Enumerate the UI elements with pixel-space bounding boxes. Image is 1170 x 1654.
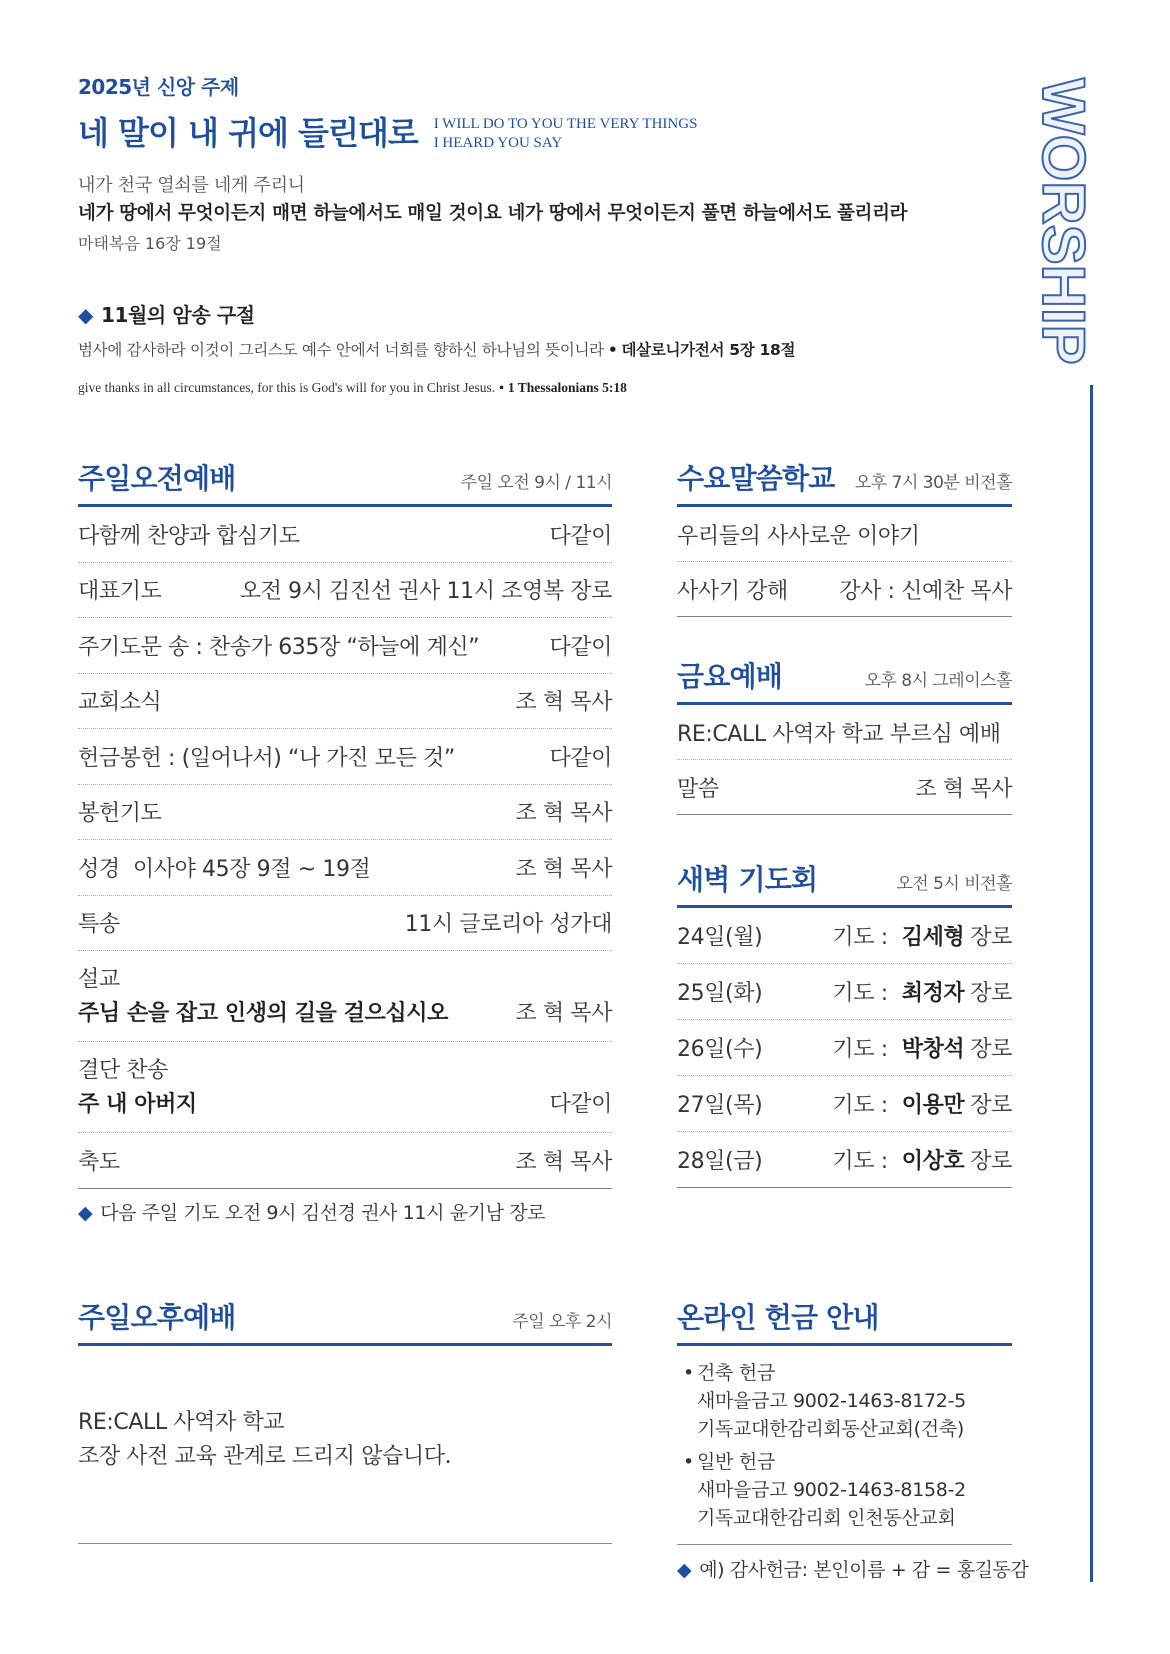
prayer-leader	[832, 1032, 1012, 1063]
order-item-label: 헌금봉헌 : (일어나서) “나 가진 모든 것”	[78, 745, 455, 771]
order-item-label: 주기도문 송 : 찬송가 635장 “하늘에 계신”	[78, 634, 480, 660]
order-row	[677, 760, 1012, 815]
friday-section	[677, 658, 1012, 815]
next-week-prayer-text: 다음 주일 기도 오전 9시 김선경 권사 11시 윤기남 장로	[100, 1202, 546, 1224]
theme-verse-reference: 마태복음 16장 19절	[78, 234, 222, 253]
order-item-label: 특송	[78, 912, 120, 938]
order-item-leader: 조 혁 목사	[915, 776, 1012, 802]
prayer-name: 김세형	[901, 925, 965, 950]
prayer-role: 장로	[970, 1093, 1012, 1118]
order-item-leader: 조 혁 목사	[515, 801, 612, 827]
memory-verse-korean	[78, 338, 795, 362]
prayer-role: 장로	[970, 1037, 1012, 1062]
bullet-dot-icon: •	[683, 1451, 694, 1473]
prayer-name: 이용만	[901, 1093, 965, 1118]
memory-verse-english-reference: 1 Thessalonians 5:18	[507, 380, 627, 395]
giving-account-bank: 새마을금고 9002-1463-8172-5	[697, 1390, 966, 1412]
wednesday-section	[677, 460, 1012, 617]
order-item-leader: 다같이	[549, 745, 612, 771]
order-row	[78, 896, 612, 952]
online-giving-list	[683, 1359, 966, 1537]
theme-english-line: I HEARD YOU SAY	[433, 135, 563, 151]
prayer-row	[677, 1020, 1012, 1076]
order-item-sub: 주님 손을 잡고 인생의 길을 걸으십시오	[78, 1001, 448, 1026]
online-giving-section	[677, 1299, 1012, 1346]
bullet-dot-icon: •	[683, 1362, 694, 1384]
prayer-label: 기도 :	[832, 1037, 888, 1062]
order-item-label: 성경 이사야 45장 9절 ~ 19절	[78, 856, 371, 882]
prayer-leader	[832, 1088, 1012, 1119]
giving-example-text: 예) 감사헌금: 본인이름 + 감 = 홍길동감	[699, 1559, 1029, 1581]
section-time: 오전 5시 비전홀	[896, 874, 1012, 894]
order-row	[78, 507, 612, 563]
theme-verse-main: 네가 땅에서 무엇이든지 매면 하늘에서도 매일 것이요 네가 땅에서 무엇이든지 풀면 하늘에서도 풀리리라	[78, 203, 908, 224]
section-header	[677, 1299, 1012, 1346]
order-item-label: RE:CALL 사역자 학교 부르심 예배	[677, 721, 1001, 747]
section-divider	[677, 1544, 1012, 1545]
theme-english	[434, 113, 698, 153]
order-item-label: 말씀	[677, 776, 719, 802]
prayer-day: 28일(금)	[677, 1149, 763, 1174]
prayer-day: 26일(수)	[677, 1037, 763, 1062]
order-row	[677, 507, 1012, 562]
order-item-leader: 조 혁 목사	[515, 1149, 612, 1175]
order-item-label: 대표기도	[78, 579, 162, 605]
prayer-name: 이상호	[901, 1149, 965, 1174]
prayer-leader	[832, 976, 1012, 1007]
next-week-prayer-note	[78, 1200, 545, 1226]
memory-verse-title: 11월의 암송 구절	[100, 303, 255, 327]
memory-verse-korean-reference: 데살로니가전서 5장 18절	[621, 341, 796, 359]
order-item-label: 봉헌기도	[78, 801, 162, 827]
section-time: 오후 8시 그레이스홀	[864, 671, 1012, 691]
order-item-leader: 조 혁 목사	[515, 1001, 612, 1026]
theme-verse-intro: 내가 천국 열쇠를 네게 주리니	[78, 175, 305, 196]
order-item-leader: 다같이	[549, 1092, 612, 1117]
sunday-morning-section	[78, 460, 612, 1189]
order-row	[78, 785, 612, 841]
memory-verse-heading	[78, 301, 255, 329]
order-row	[677, 562, 1012, 617]
giving-account-heading	[683, 1448, 966, 1476]
order-row	[677, 705, 1012, 760]
memory-verse-separator: •	[607, 341, 618, 359]
section-title: 금요예배	[677, 660, 782, 693]
side-vertical-rule	[1090, 385, 1093, 1582]
prayer-leader	[832, 920, 1012, 951]
order-item-label: 다함께 찬양과 합심기도	[78, 523, 300, 549]
theme-english-line: I WILL DO TO YOU THE VERY THINGS	[433, 116, 698, 132]
memory-verse-english-text: give thanks in all circumstances, for this is God's will for you in Christ Jesus.	[78, 380, 496, 395]
section-title: 수요말씀학교	[677, 462, 835, 495]
prayer-name: 박창석	[901, 1037, 965, 1062]
prayer-label: 기도 :	[832, 981, 888, 1006]
order-item-leader: 강사 : 신예찬 목사	[839, 578, 1012, 604]
order-item-label: 설교	[78, 967, 120, 992]
prayer-label: 기도 :	[832, 1093, 888, 1118]
notice-line: 조장 사전 교육 관계로 드리지 않습니다.	[78, 1444, 452, 1469]
prayer-row	[677, 964, 1012, 1020]
prayer-label: 기도 :	[832, 1149, 888, 1174]
prayer-row	[677, 1076, 1012, 1132]
section-header	[677, 658, 1012, 705]
section-header	[78, 1299, 612, 1346]
diamond-bullet-icon: ◆	[78, 303, 93, 327]
order-item-leader: 오전 9시 김진선 권사 11시 조영복 장로	[239, 579, 612, 605]
prayer-role: 장로	[970, 981, 1012, 1006]
section-header	[677, 861, 1012, 908]
memory-verse-separator: •	[499, 380, 504, 395]
giving-account-label: 건축 헌금	[697, 1362, 775, 1384]
giving-example-note	[677, 1557, 1028, 1583]
theme-year-label: 2025년 신앙 주제	[78, 75, 239, 99]
prayer-role: 장로	[970, 1149, 1012, 1174]
diamond-bullet-icon: ◆	[677, 1559, 692, 1581]
order-row	[78, 563, 612, 619]
section-title: 주일오전예배	[78, 462, 236, 495]
order-item-stack	[78, 1054, 197, 1122]
memory-verse-english	[78, 377, 627, 399]
giving-account-label: 일반 헌금	[697, 1451, 775, 1473]
sunday-afternoon-notice	[78, 1406, 451, 1474]
order-item-sub: 주 내 아버지	[78, 1092, 197, 1117]
giving-account-holder: 기독교대한감리회동산교회(건축)	[697, 1418, 964, 1440]
order-item-label: 우리들의 사사로운 이야기	[677, 523, 920, 549]
dawn-prayer-section	[677, 861, 1012, 1188]
giving-account-holder: 기독교대한감리회 인천동산교회	[697, 1507, 956, 1529]
section-divider	[78, 1543, 612, 1544]
prayer-day: 25일(화)	[677, 981, 763, 1006]
order-item-leader: 11시 글로리아 성가대	[404, 912, 612, 938]
notice-line: RE:CALL 사역자 학교	[78, 1410, 285, 1435]
section-time: 오후 7시 30분 비전홀	[854, 473, 1012, 493]
order-item-leader: 조 혁 목사	[515, 856, 612, 882]
giving-account	[683, 1359, 966, 1443]
prayer-row	[677, 1132, 1012, 1188]
order-row	[78, 840, 612, 896]
order-item-stack	[78, 963, 448, 1031]
giving-account-heading	[683, 1359, 966, 1387]
section-header	[677, 460, 1012, 507]
giving-account	[683, 1448, 966, 1532]
sunday-afternoon-section	[78, 1299, 612, 1346]
memory-verse-korean-text: 범사에 감사하라 이것이 그리스도 예수 안에서 너희를 향하신 하나님의 뜻이니라	[78, 341, 604, 359]
diamond-bullet-icon: ◆	[78, 1202, 93, 1224]
prayer-row	[677, 908, 1012, 964]
order-item-leader: 다같이	[549, 634, 612, 660]
order-item-leader: 조 혁 목사	[515, 690, 612, 716]
order-row	[78, 1133, 612, 1189]
theme-title: 네 말이 내 귀에 들린대로	[78, 114, 418, 152]
prayer-day: 24일(월)	[677, 925, 763, 950]
order-item-label: 축도	[78, 1149, 120, 1175]
order-item-leader: 다같이	[549, 523, 612, 549]
order-row	[78, 618, 612, 674]
worship-side-label: WORSHIP	[1030, 78, 1097, 365]
section-title: 새벽 기도회	[677, 863, 818, 896]
section-header	[78, 460, 612, 507]
prayer-day: 27일(목)	[677, 1093, 763, 1118]
order-row	[78, 729, 612, 785]
order-item-label: 교회소식	[78, 690, 162, 716]
giving-account-bank: 새마을금고 9002-1463-8158-2	[697, 1479, 966, 1501]
prayer-label: 기도 :	[832, 925, 888, 950]
order-row	[78, 951, 612, 1042]
order-row	[78, 1042, 612, 1133]
prayer-role: 장로	[970, 925, 1012, 950]
section-time: 주일 오후 2시	[512, 1312, 612, 1332]
prayer-leader	[832, 1144, 1012, 1175]
section-time: 주일 오전 9시 / 11시	[460, 473, 612, 493]
prayer-name: 최정자	[901, 981, 965, 1006]
section-title: 주일오후예배	[78, 1301, 236, 1334]
order-row	[78, 674, 612, 730]
section-title: 온라인 헌금 안내	[677, 1301, 879, 1334]
order-item-label: 사사기 강해	[677, 578, 788, 604]
theme-title-row	[78, 112, 697, 154]
order-item-label: 결단 찬송	[78, 1058, 169, 1083]
